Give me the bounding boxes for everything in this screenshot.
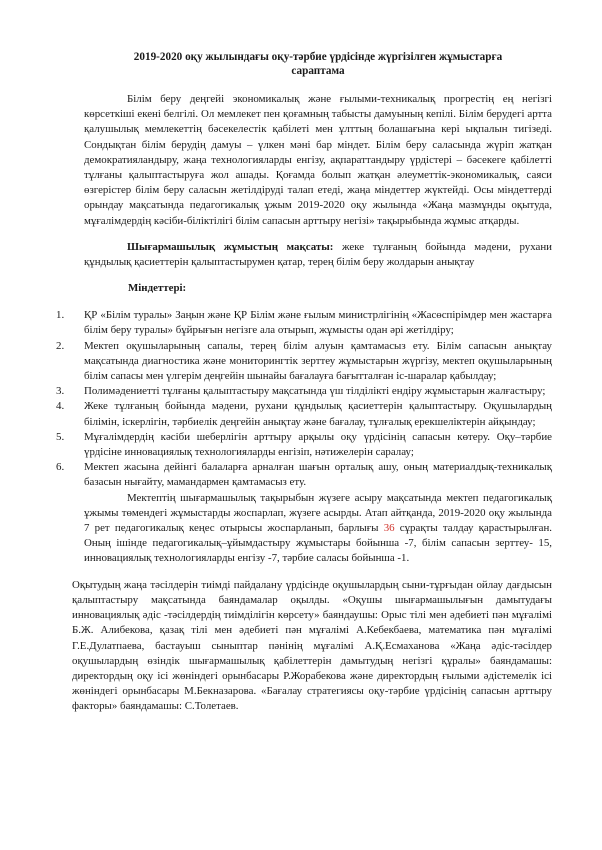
title-line-1: 2019-2020 оқу жылындағы оқу-тәрбие үрдісінде жүргізілген жұмыстарға [133, 51, 503, 63]
task-text: Мектеп жасына дейінгі балаларға арналған шағын орталық ашу, оның материалдық-техникалық базасын нығайту, мамандармен қамтамасыз ету. [84, 461, 552, 489]
methods-paragraph: Оқытудың жаңа тәсілдерін тиімді пайдалану үрдісінде оқушылардың сыни-тұрғыдан ойлау дағдысын қалыптастыру мақсатында баяндамалар оқылды. «Оқушы шығармашылығын дамытудағы инновациялық әдіс -тәсілдердің тиімділігін көрсету» баяндаушы: Орыс тілі мен әдебиеті пән мұғалімі Б.Ж. Алибекова, қазақ тілі мен әдебиеті пән мұғалімі А.Кебекбаева, математика пән мұғалімі Г.Е.Дулатпаева, бастауыш сыныптар пәнінің мұғалімі А.Қ.Есмаханова «Жаңа әдіс-тәсілдер оқушылардың өзіндік шығармашылық қабілеттерін дамытудың негізгі құралы» баяндамашы: директордың оқу ісі жөніндегі орынбасары Р.Жорабекова және директордың ғылыми әдістемелік ісі жөніндегі орынбасары М.Бекназарова. «Бағалау стратегиясы оқу-тәрбие үрдісінің сапасын арттыру факторы» баяндамашы: С.Толетаев. [72, 578, 552, 713]
plan-text-1: Мектептің шығармашылық тақырыбын жүзеге асыру мақсатында мектеп педагогикалық ұжымы төмендегі жұмыстарды жоспарлап, жүзеге асырды. Атап айтқанда, 2019-2020 оқу жылында 7 рет педагогикалық кеңес отырысы жоспарланып, барлығы [84, 491, 552, 535]
tasks-heading: Міндеттері: [128, 282, 187, 295]
task-number: 3. [56, 385, 65, 398]
document-title [84, 50, 552, 78]
plan-text-2: сұрақты талдау қарастырылған. Оның ішінде педагогикалық–ұйымдастыру жұмыстары бойынша -7, білім сапасын зерттеу- 15, инновациялық технологияларды енгізу -7, тәрбие саласы бойынша -1. [84, 522, 552, 565]
title-line-2: сараптама [291, 65, 345, 77]
task-number: 5. [56, 430, 65, 443]
task-text: Полимәдениетті тұлғаны қалыптастыру мақсатында үш тілділікті ендіру жұмыстарын жалғастыру; [84, 385, 546, 398]
task-item [56, 399, 552, 429]
task-number: 1. [56, 309, 65, 322]
task-text: Мектеп оқушыларының сапалы, терең білім алуын қамтамасыз ету. Білім сапасын анықтау мақсатында диагностика және мониторингтік зерттеу жұмыстарын жүргізу, мектеп оқушыларының білім сапасы мен үлгерім деңгейін шынайы бағалауға бағытталған іс-шаралар қабылдау; [84, 339, 552, 383]
task-item [56, 308, 552, 338]
goal-text: жеке тұлғаның бойында мәдени, рухани құндылық қасиеттерін қалыптастырумен қатар, терең білім беру жолдарын анықтау [84, 240, 552, 269]
intro-paragraph: Білім беру деңгейі экономикалық және ғылыми-техникалық прогрестің ең негізгі көрсеткіші екені белгілі. Ол мемлекет пен қоғамның табысты дамуының кепілі. Білім берудегі артта қалушылық мемлекеттің бәсекелестік қабілеті мен ұлттың болашағына кері ықпалын тигізеді. Сондықтан білім берудің дамуы – үлкен мәні бар міндет. Білім беру саласында жүріп жатқан демократияландыру, жаңа технологияларды енгізу, ақпараттандыру үрдістері – бәсекеге қабілетті тұлғаны қалыптастыруға жол ашады. Қоғамда болып жатқан әлеуметтік-экономикалық, саяси өзгерістер білім беру саласын жетілдіруді талап етеді, жаңа міндеттер жүктейді. Осы міндеттерді орындау мақсатында педагогикалық ұжым 2019-2020 оқу жылында «Жаңа мазмұнды оқытуда, мұғалімдердің кәсіби-біліктілігі білім сапасын арттыру негізі» тақырыбында жұмыс атқарды. [84, 93, 552, 227]
goal-paragraph [84, 240, 552, 270]
tasks-list [56, 308, 552, 490]
task-item [56, 430, 552, 460]
task-number: 4. [56, 400, 65, 413]
task-text: Жеке тұлғаның бойында мәдени, рухани құндылық қасиеттерін қалыптастыру. Оқушылардың білімін, іскерлігін, тәрбиелік деңгейін анықтау және бағалау, тұлғалық ерекшеліктерін айқындау; [84, 400, 552, 428]
task-item [56, 384, 552, 399]
task-text: ҚР «Білім туралы» Заңын және ҚР Білім және ғылым министрлігінің «Жасөспірімдер мен жастарға білім беру туралы» бұйрығын негізге ала отырып, жұмысты одан әрі жетілдіру; [84, 309, 552, 337]
task-text: Мұғалімдердің кәсіби шеберлігін арттыру арқылы оқу үрдісінің сапасын көтеру. Оқу–тәрбие үрдісіне инновациялық технологияларды енгізіп, нәтижелерін саралау; [84, 430, 552, 459]
goal-label: Шығармашылық жұмыстың мақсаты: [127, 240, 334, 253]
task-item [56, 460, 552, 490]
plan-count-highlight: 36 [383, 522, 395, 535]
plan-paragraph [84, 491, 552, 567]
task-item [56, 339, 552, 385]
task-number: 6. [56, 461, 65, 474]
task-number: 2. [56, 339, 65, 352]
